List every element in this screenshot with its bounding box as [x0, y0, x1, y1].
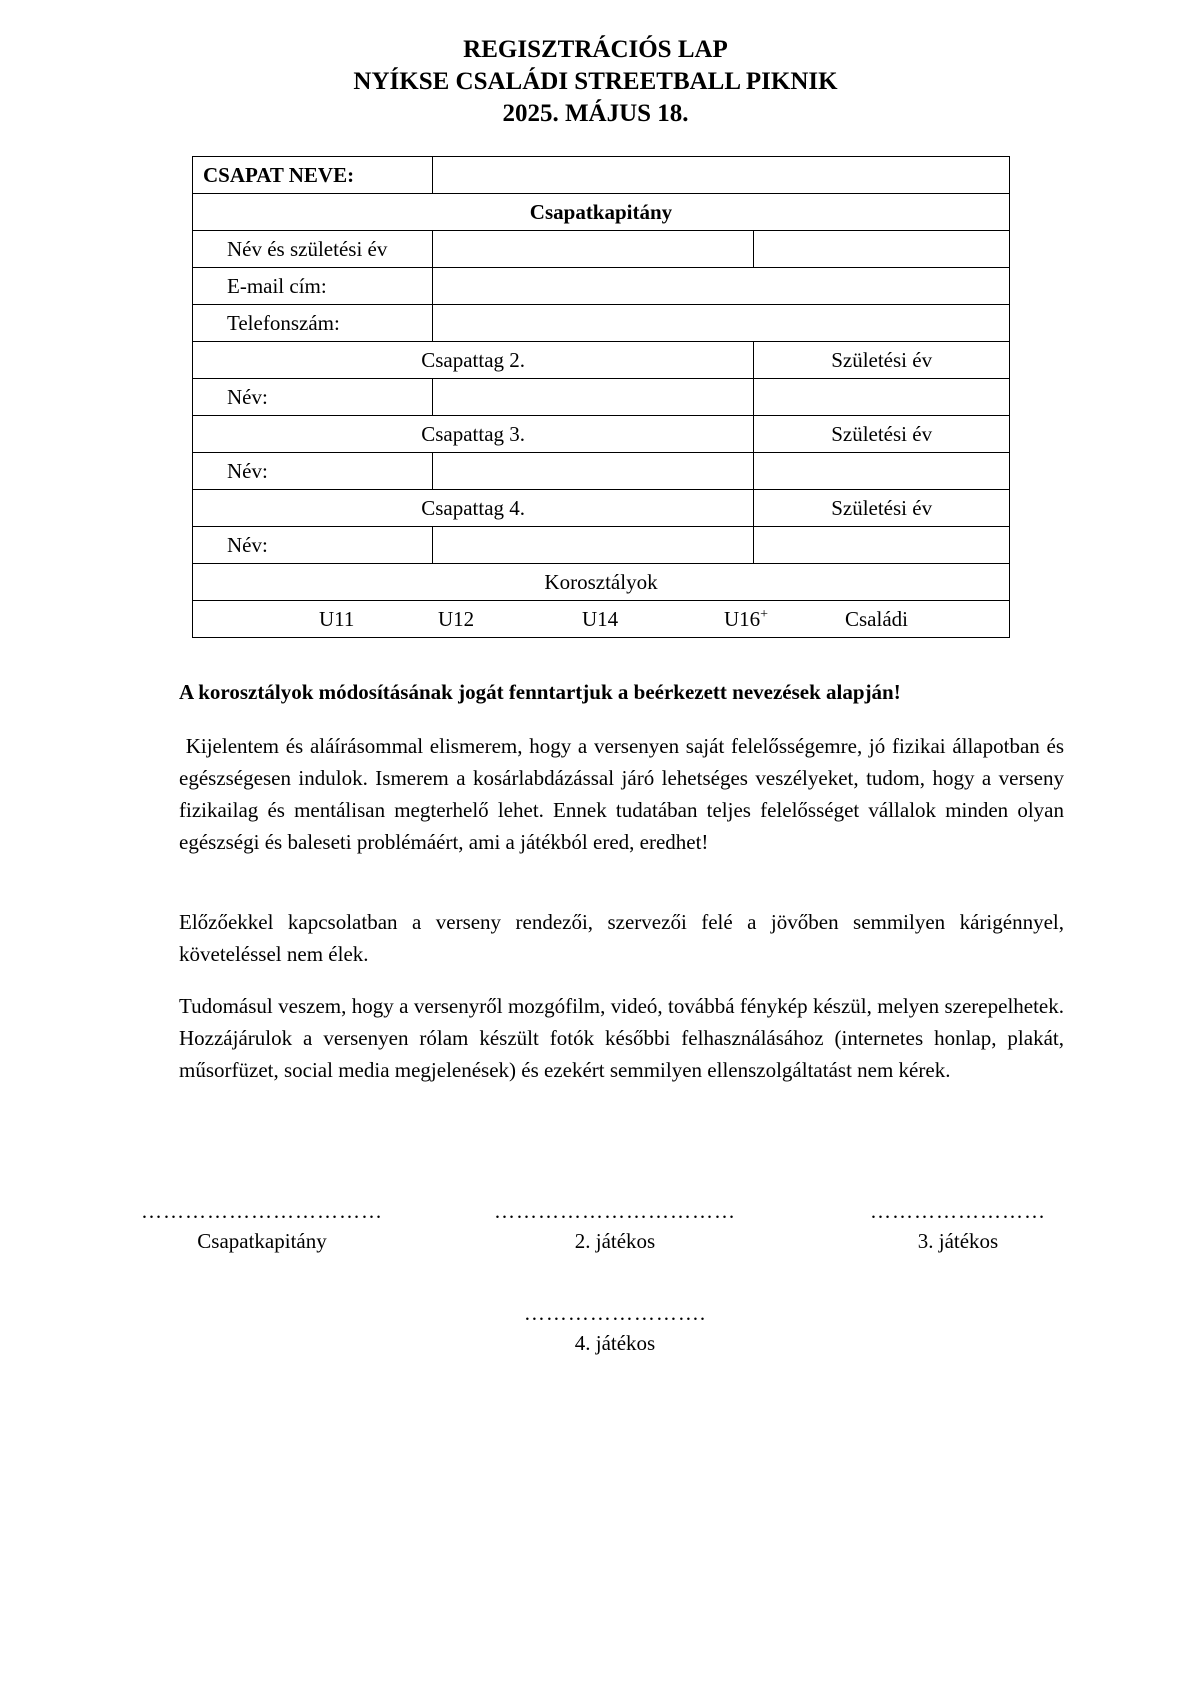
captain-phone-label: Telefonszám: — [193, 305, 433, 342]
member3-name-label: Név: — [193, 453, 433, 490]
age-group-u12[interactable]: U12 — [438, 607, 475, 631]
document-title — [0, 34, 1191, 130]
title-line-3: 2025. MÁJUS 18. — [502, 100, 689, 127]
member4-name-field[interactable] — [432, 527, 753, 564]
member2-birth-year-heading: Születési év — [754, 342, 1010, 379]
signature-line[interactable]: …………………… — [870, 1199, 1046, 1223]
plus-mark: + — [760, 607, 769, 622]
captain-email-label: E-mail cím: — [193, 268, 433, 305]
team-name-row — [193, 157, 1010, 194]
captain-phone-field[interactable] — [432, 305, 1009, 342]
signature-label: Csapatkapitány — [197, 1229, 327, 1253]
member2-name-label: Név: — [193, 379, 433, 416]
team-name-label: CSAPAT NEVE: — [193, 157, 433, 194]
claims-paragraph: Előzőekkel kapcsolatban a verseny rendezői, szervezői felé a jövőben semmilyen kárigénnyel, követeléssel nem élek. — [179, 910, 1064, 966]
captain-email-field[interactable] — [432, 268, 1009, 305]
member4-name-label: Név: — [193, 527, 433, 564]
captain-birth-year-field[interactable] — [754, 231, 1010, 268]
member3-birth-year-heading: Születési év — [754, 416, 1010, 453]
signature-label: 2. játékos — [574, 1229, 656, 1253]
age-groups-heading: Korosztályok — [193, 564, 1010, 601]
captain-name-field[interactable] — [432, 231, 753, 268]
member4-birth-year-heading: Születési év — [754, 490, 1010, 527]
member2-heading: Csapattag 2. — [193, 342, 754, 379]
member2-birth-year-field[interactable] — [754, 379, 1010, 416]
age-group-u11[interactable]: U11 — [319, 607, 355, 631]
captain-heading: Csapatkapitány — [193, 194, 1010, 231]
member3-birth-year-field[interactable] — [754, 453, 1010, 490]
age-group-notice: A korosztályok módosításának jogát fenntartjuk a beérkezett nevezések alapján! — [179, 680, 901, 704]
age-group-u16-label: U16 — [724, 607, 761, 631]
media-consent-paragraph: Tudomásul veszem, hogy a versenyről mozgófilm, videó, továbbá fénykép készül, melyen szerepelhetek. Hozzájárulok a versenyen rólam készült fotók későbbi felhasználásához (internetes honlap, plakát, műsorfüzet, social media megjelenések) és ezekért semmilyen ellenszolgáltatást nem kérek. — [179, 994, 1064, 1082]
title-line-1: REGISZTRÁCIÓS LAP — [463, 36, 728, 63]
member4-birth-year-field[interactable] — [754, 527, 1010, 564]
registration-table — [192, 156, 1010, 638]
captain-name-birth-label: Név és születési év — [193, 231, 433, 268]
signature-line[interactable]: …………………………… — [141, 1199, 383, 1223]
signature-line[interactable]: …………………………… — [494, 1199, 736, 1223]
signature-line[interactable]: ……………………. — [523, 1301, 707, 1325]
signature-player3 — [818, 1196, 1098, 1256]
signature-player4 — [475, 1298, 755, 1358]
member4-heading: Csapattag 4. — [193, 490, 754, 527]
age-group-u16-plus[interactable] — [724, 607, 768, 632]
member3-heading: Csapattag 3. — [193, 416, 754, 453]
title-line-2: NYÍKSE CSALÁDI STREETBALL PIKNIK — [353, 68, 838, 95]
member2-name-field[interactable] — [432, 379, 753, 416]
signature-player2 — [475, 1196, 755, 1256]
member3-name-field[interactable] — [432, 453, 753, 490]
team-name-field[interactable] — [432, 157, 1009, 194]
signature-captain — [122, 1196, 402, 1256]
signature-label: 3. játékos — [917, 1229, 999, 1253]
liability-paragraph: Kijelentem és aláírásommal elismerem, hogy a versenyen saját felelősségemre, jó fizikai állapotban és egészségesen indulok. Ismerem a kosárlabdázással járó lehetséges veszélyeket, tudom, hogy a verseny fizikailag és mentálisan megterhelő lehet. Ennek tudatában teljes felelősséget vállalok minden olyan egészségi és baleseti problémáért, ami a játékból ered, eredhet! — [179, 734, 1070, 854]
age-group-family[interactable]: Családi — [845, 607, 908, 631]
signature-label: 4. játékos — [574, 1331, 656, 1355]
age-groups-row — [193, 601, 1010, 638]
age-group-u14[interactable]: U14 — [582, 607, 619, 631]
